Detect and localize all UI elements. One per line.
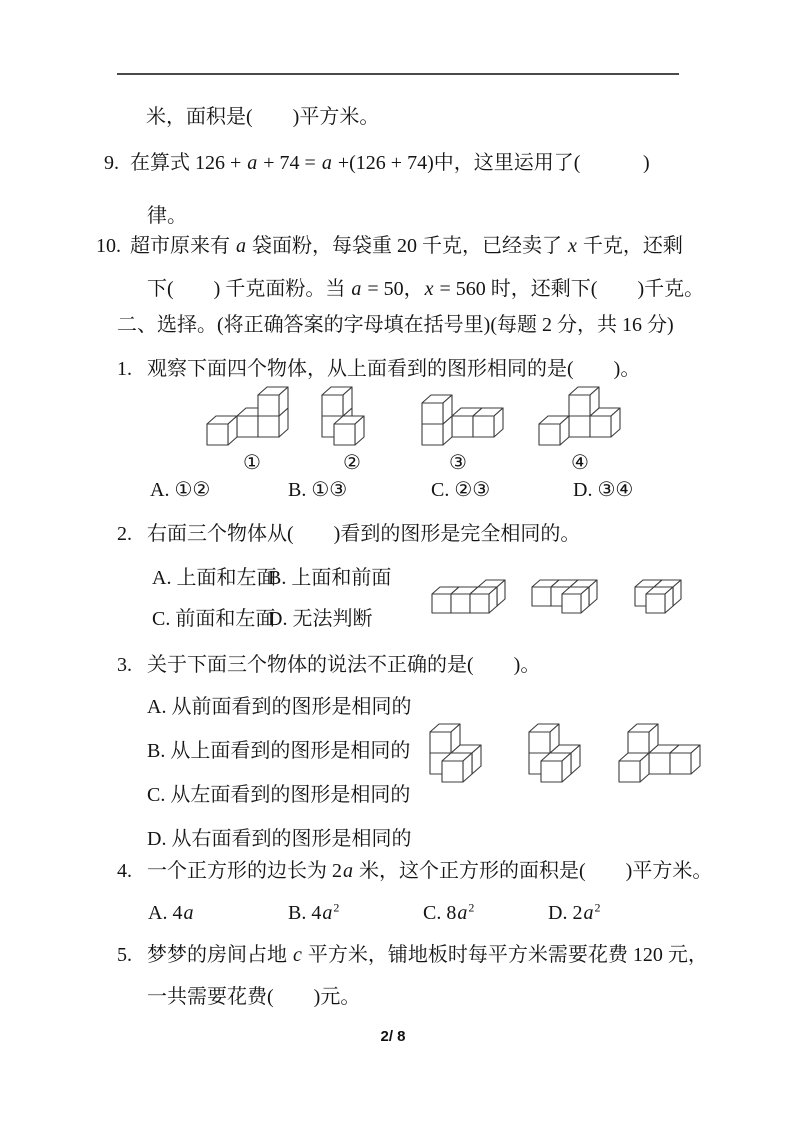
cube-figure-3-icon [420,393,505,447]
q8-continuation-line: 米，面积是( )平方米。 [146,106,380,128]
q5-line2: 一共需要花费( )元。 [147,986,361,1008]
q10-l2-run3: = 560 时，还剩下( )千克。 [434,278,705,300]
figure-label-1: ① [243,452,261,474]
q10-l2-var1: a [351,278,362,300]
q1-option-b: B. ①③ [288,479,348,501]
q4-var1: a [343,860,353,882]
q3-option-b: B. 从上面看到的图形是相同的 [147,740,411,762]
q9-text-run3: +(126 + 74)中，这里运用了( [332,152,581,174]
q9-text-run1: 在算式 126 + [130,152,247,174]
cube-figure-4-icon [537,385,622,447]
q2-option-d: D. 无法判断 [268,608,373,630]
q10-number: 10. [96,235,121,257]
q5-var1: c [293,944,302,966]
q3-option-a: A. 从前面看到的图形是相同的 [147,696,412,718]
q10-text-run3: 千克，还剩 [577,235,683,257]
figure-label-3: ③ [449,452,467,474]
q9-line2: 律。 [147,205,187,227]
q3-option-c: C. 从左面看到的图形是相同的 [147,784,411,806]
q2-cube-figure-3-icon [633,578,683,615]
q2-line1 [117,521,580,547]
q4-number: 4. [117,860,132,882]
q10-text-run1: 超市原来有 [130,235,235,257]
q9-text-run2: + 74 = [258,152,321,174]
q3-cube-figure-3-icon [617,722,702,784]
q3-cube-figure-1-icon [428,722,483,784]
q4-option-a [148,900,194,926]
q2-text: 右面三个物体从( )看到的图形是完全相同的。 [147,523,581,545]
q2-option-a: A. 上面和左面 [152,567,277,589]
q4-text-run2: 米，这个正方形的面积是( )平方米。 [354,860,713,882]
q4-option-d-var: a [583,902,594,924]
q10-line2 [147,276,704,302]
q2-option-c: C. 前面和左面 [152,608,276,630]
q9-line1 [104,150,580,176]
q4-option-c-sup: 2 [468,900,475,915]
q3-line1 [117,652,540,678]
q1-text: 观察下面四个物体，从上面看到的图形相同的是( )。 [147,358,641,380]
q9-close-paren: ) [643,152,650,174]
q3-cube-figure-2-icon [527,722,582,784]
top-rule [117,73,679,75]
section-2-header: 二、选择。(将正确答案的字母填在括号里)(每题 2 分，共 16 分) [117,314,674,336]
page-number: 2/ 8 [380,1028,406,1045]
q10-var1: a [236,235,246,257]
q10-l2-var2: x [424,278,434,300]
q4-option-b-pre: B. 4 [288,902,322,924]
figure-label-4: ④ [571,452,589,474]
q4-option-b [288,900,339,926]
q2-cube-figure-2-icon [530,578,599,615]
q2-cube-figure-1-icon [430,578,507,615]
q10-text-run2: 袋面粉，每袋重 20 千克，已经卖了 [247,235,567,257]
q4-option-a-pre: A. 4 [148,902,183,924]
q4-option-d-sup: 2 [594,900,601,915]
q4-option-c-var: a [457,902,468,924]
q10-l2-run2: = 50， [362,278,424,300]
q9-var2: a [321,152,332,174]
q10-var2: x [568,235,577,257]
q4-option-d [548,900,600,926]
q1-option-d: D. ③④ [573,479,634,501]
figure-label-2: ② [343,452,361,474]
q10-line1 [96,233,683,259]
q5-text-run1: 梦梦的房间占地 [147,944,292,966]
q5-number: 5. [117,944,132,966]
q5-text-run2: 平方米，铺地板时每平方米需要花费 120 元， [302,944,708,966]
q4-option-c-pre: C. 8 [423,902,457,924]
q2-number: 2. [117,523,132,545]
q4-option-b-var: a [322,902,333,924]
q5-line1 [117,942,708,968]
q4-option-c [423,900,474,926]
q9-number: 9. [104,152,119,174]
q3-option-d: D. 从右面看到的图形是相同的 [147,828,412,850]
q1-line1 [117,356,640,382]
q1-number: 1. [117,358,132,380]
q4-text-run1: 一个正方形的边长为 2 [147,860,342,882]
q4-option-d-pre: D. 2 [548,902,583,924]
q4-line1 [117,858,712,884]
q3-text: 关于下面三个物体的说法不正确的是( )。 [147,654,541,676]
q1-option-a: A. ①② [150,479,211,501]
q4-option-a-var: a [183,902,194,924]
q3-number: 3. [117,654,132,676]
q4-option-b-sup: 2 [333,900,340,915]
q2-option-b: B. 上面和前面 [268,567,392,589]
q9-var1: a [247,152,258,174]
cube-figure-2-icon [320,385,366,447]
cube-figure-1-icon [205,385,290,447]
q1-option-c: C. ②③ [431,479,491,501]
q10-l2-run1: 下( ) 千克面粉。当 [147,278,351,300]
